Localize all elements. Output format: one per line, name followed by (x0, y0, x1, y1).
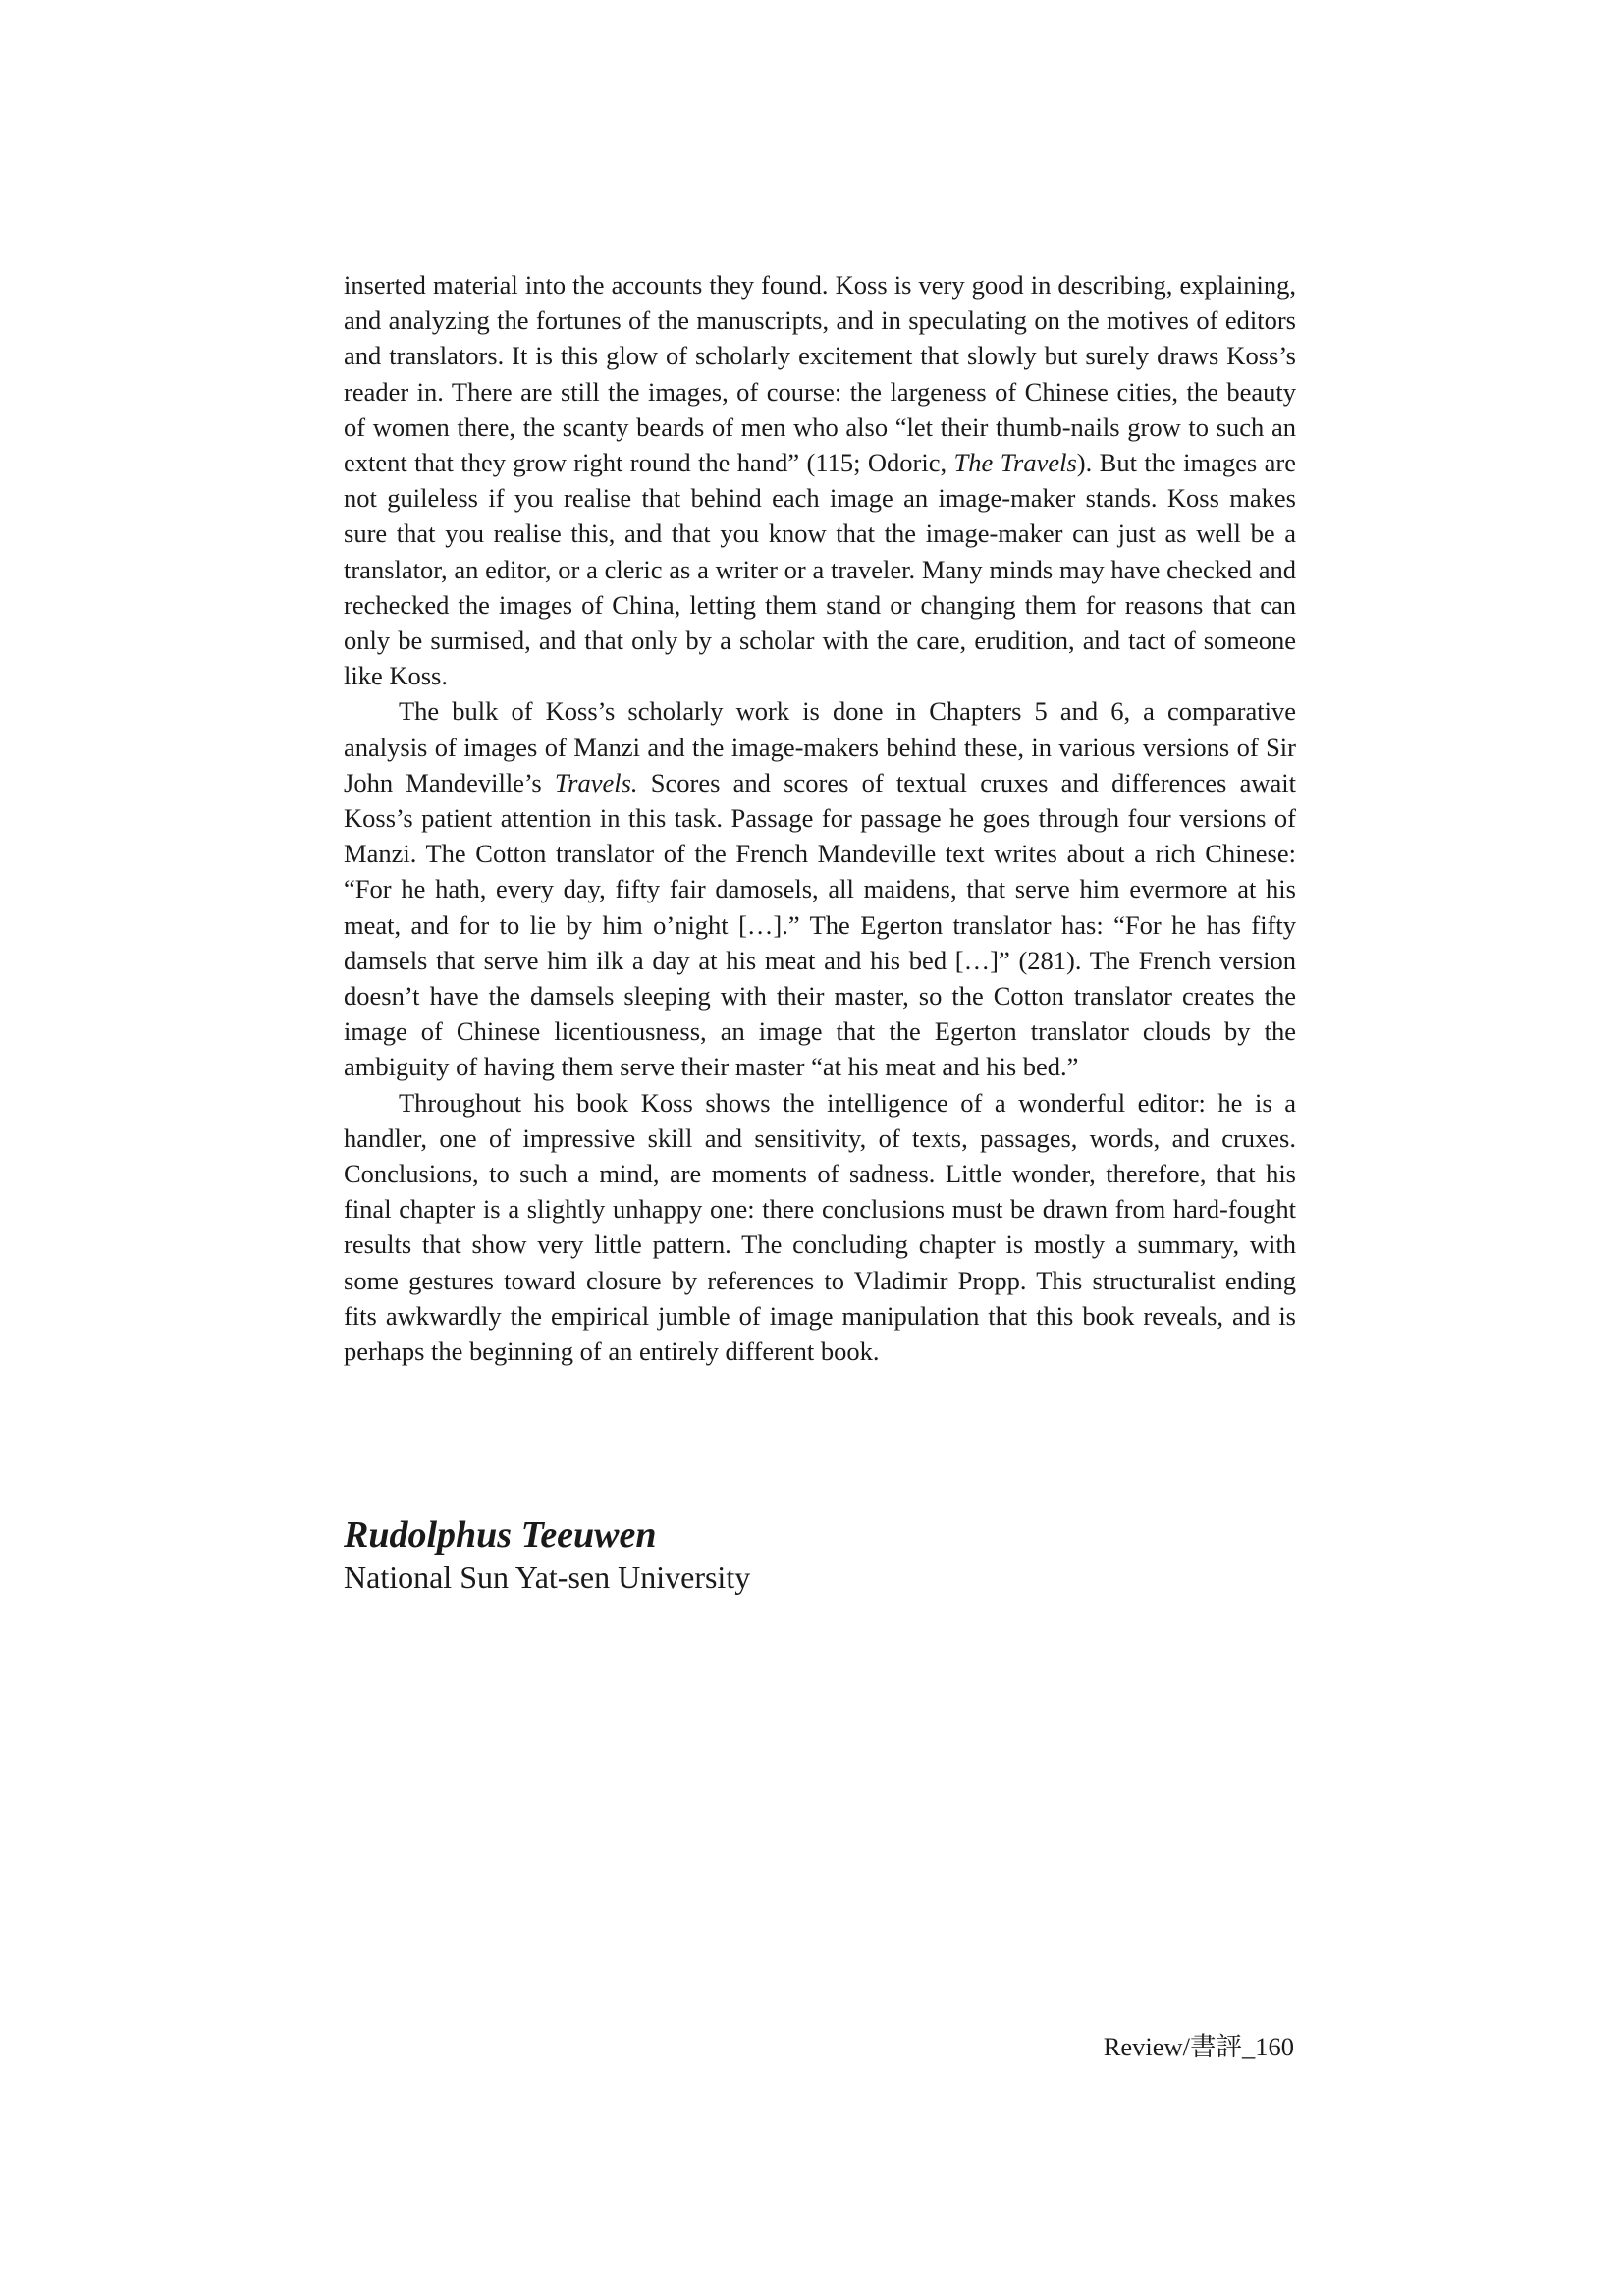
reviewer-affiliation: National Sun Yat-sen University (344, 1559, 751, 1595)
paragraph-2 (344, 693, 1296, 1084)
paragraph-1-text-a: inserted material into the accounts they found. Koss is very good in describing, explaining, and analyzing the fortunes of the manuscripts, and in speculating on the motives of editors and translators. It is this glow of scholarly excitement that slowly but surely draws Koss’s reader in. There are still the images, of course: the largeness of Chinese cities, the beauty of women there, the scanty beards of men who also “let their thumb-nails grow to such an extent that they grow right round the hand” (115; Odoric, (344, 270, 1296, 478)
page-footer: Review/書評_160 (1103, 2032, 1294, 2061)
italic-title-travels: Travels. (554, 767, 638, 797)
paragraph-2-text-b: Scores and scores of textual cruxes and differences await Koss’s patient attention in this task. Passage for passage he goes through four versions of Manzi. The Cotton translator of the French Mandeville text writes about a rich Chinese: “For he hath, every day, fifty fair damosels, all maidens, that serve him evermore at his meat, and for to lie by him o’night […].” The Egerton translator has: “For he has fifty damsels that serve him ilk a day at his meat and his bed […]” (281). The French version doesn’t have the damsels sleeping with their master, so the Cotton translator creates the image of Chinese licentiousness, an image that the Egerton translator clouds by the ambiguity of having them serve their master “at his meat and his bed.” (344, 767, 1296, 1082)
reviewer-signature (344, 1512, 750, 1597)
review-body (344, 267, 1296, 1369)
paragraph-3: Throughout his book Koss shows the intelligence of a wonderful editor: he is a handler, one of impressive skill and sensitivity, of texts, passages, words, and cruxes. Conclusions, to such a mind, are moments of sadness. Little wonder, therefore, that his final chapter is a slightly unhappy one: there conclusions must be drawn from hard-fought results that show very little pattern. The concluding chapter is mostly a summary, with some gestures toward closure by references to Vladimir Propp. This structuralist ending fits awkwardly the empirical jumble of image manipulation that this book reveals, and is perhaps the beginning of an entirely different book. (344, 1087, 1296, 1367)
reviewer-name: Rudolphus Teeuwen (344, 1514, 657, 1556)
paragraph-1-text-b: ). But the images are not guileless if you realise that behind each image an image-maker stands. Koss makes sure that you realise this, and that you know that the image-maker can just as well be a translator, an editor, or a cleric as a writer or a traveler. Many minds may have checked and rechecked the images of China, letting them stand or changing them for reasons that can only be surmised, and that only by a scholar with the care, erudition, and tact of someone like Koss. (344, 448, 1296, 691)
italic-title-the-travels: The Travels (953, 448, 1077, 478)
paragraph-2-text-a: The bulk of Koss’s scholarly work is done in Chapters 5 and 6, a comparative analysis of images of Manzi and the image-makers behind these, in various versions of Sir John Mandeville’s (344, 696, 1296, 797)
paragraph-1 (344, 267, 1296, 693)
